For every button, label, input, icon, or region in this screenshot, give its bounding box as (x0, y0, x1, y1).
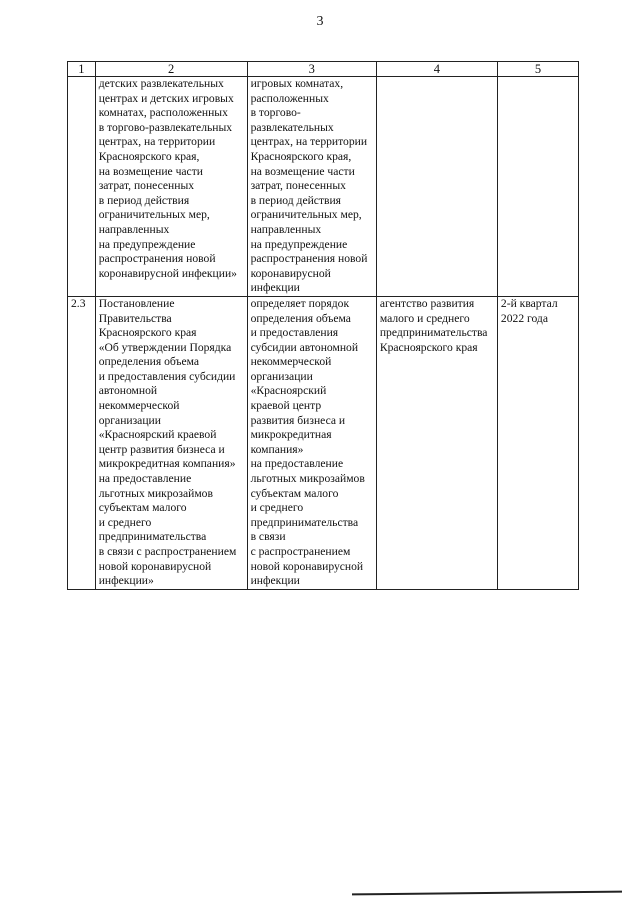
column-header-4: 4 (376, 62, 497, 77)
row-number-cell (68, 77, 96, 297)
page-number: 3 (316, 14, 324, 29)
deadline-cell (497, 77, 578, 297)
scan-edge-line (352, 891, 622, 896)
column-header-5: 5 (497, 62, 578, 77)
deadline-cell: 2-й квартал 2022 года (497, 296, 578, 589)
content-cell: игровых комнатах, расположенных в торгово- развлекательных центрах, на территории Красноярского края, на возмещение части затрат, понесенных в период действия ограничительных мер, направленных на предупреждение распространения новой коронавирусной инфекции (247, 77, 376, 297)
column-header-3: 3 (247, 62, 376, 77)
responsible-cell (376, 77, 497, 297)
column-header-2: 2 (95, 62, 247, 77)
document-name-cell: Постановление Правительства Красноярского края «Об утверждении Порядка определения объема и предоставления субсидии автономной некоммерческой организации «Красноярский краевой центр развития бизнеса и микрокредитная компания» на предоставление льготных микрозаймов субъектам малого и среднего предпринимательства в связи с распространением новой коронавирусной инфекции» (95, 296, 247, 589)
responsible-cell: агентство развития малого и среднего предпринимательства Красноярского края (376, 296, 497, 589)
document-name-cell: детских развлекательных центрах и детских игровых комнатах, расположенных в торгово-развлекательных центрах, на территории Красноярского края, на возмещение части затрат, понесенных в период действия ограничительных мер, направленных на предупреждение распространения новой коронавирусной инфекции» (95, 77, 247, 297)
content-cell: определяет порядок определения объема и предоставления субсидии автономной некоммерческой организации «Красноярский краевой центр развития бизнеса и микрокредитная компания» на предоставление льготных микрозаймов субъектам малого и среднего предпринимательства в связи с распространением новой коронавирусной инфекции (247, 296, 376, 589)
row-number-cell: 2.3 (68, 296, 96, 589)
table-row (68, 296, 579, 589)
column-header-1: 1 (68, 62, 96, 77)
measures-table (67, 61, 579, 590)
table-row (68, 77, 579, 297)
header-row (68, 62, 579, 77)
